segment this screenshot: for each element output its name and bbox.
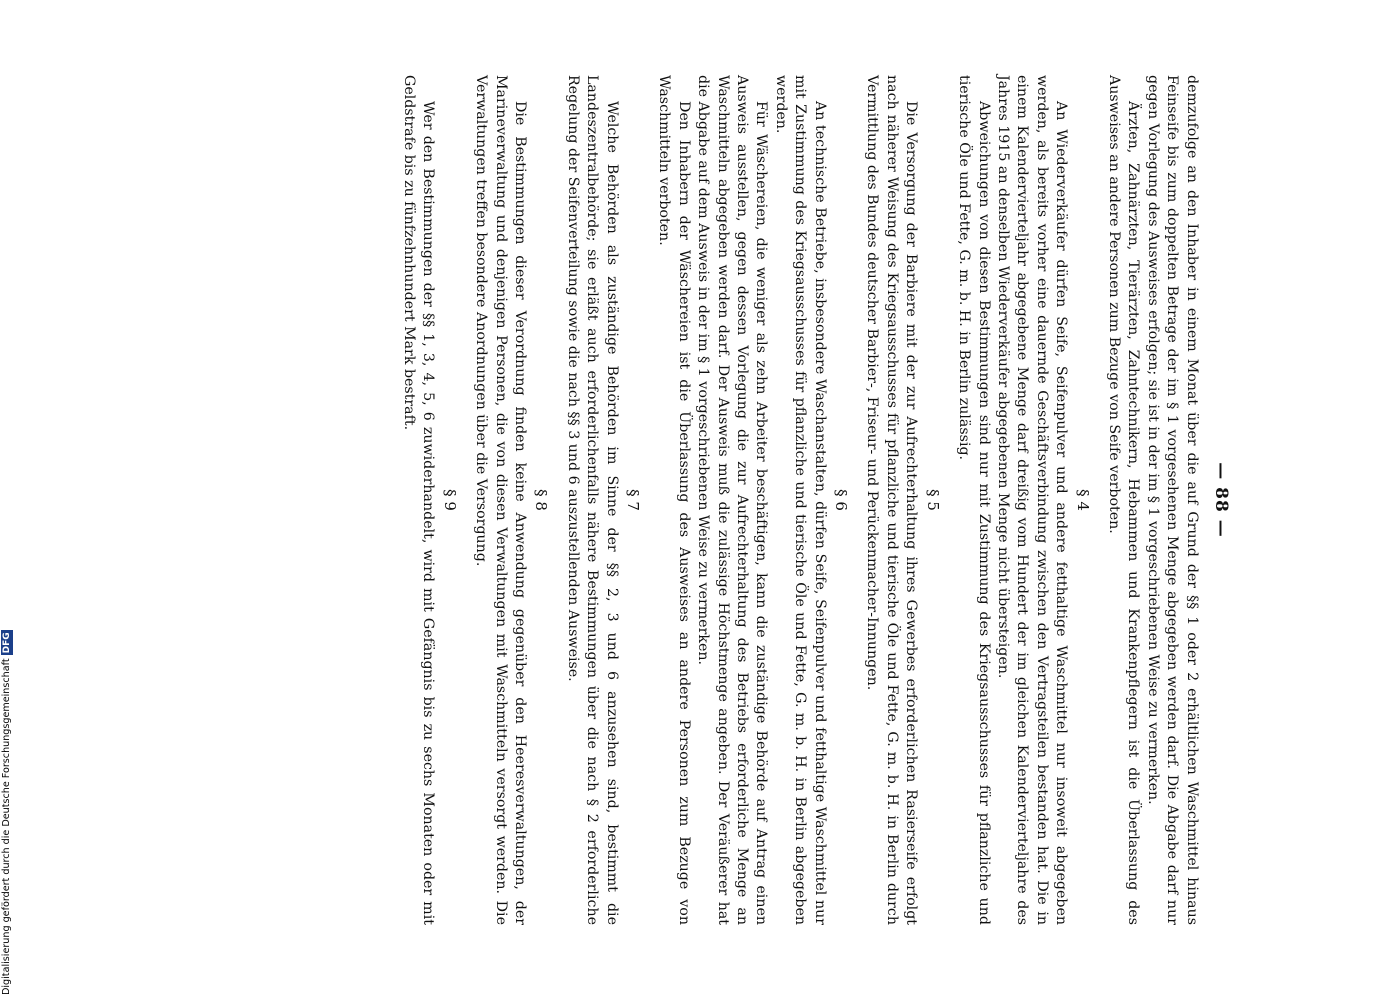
paragraph: An technische Betriebe, insbesondere Waschanstalten, dürfen Seife, Seifenpulver und fetthaltige Waschmittel nur mit Zustimmung des Kriegsausschusses für pflanzliche und tierische Öle und Fette, G. m. b. H. in Berlin abgegeben werden.	[772, 75, 828, 925]
paragraph: Wer den Bestimmungen der §§ 1, 3, 4, 5, 6 zuwiderhandelt, wird mit Gefängnis bis zu sechs Monaten oder mit Geldstrafe bis zu fünfzehnhundert Mark bestraft.	[400, 75, 437, 925]
paragraph: An Wiederverkäufer dürfen Seife, Seifenpulver und andere fetthaltige Waschmittel nur insoweit abgegeben werden, als bereits vorher eine dauernde Geschäftsverbindung zwischen den Vertragsteilen bestanden hat. Die in einem Kalendervierteljahr abgegebene Menge darf dreißig vom Hundert der im gleichen Kalendervierteljahre des Jahres 1915 an denselben Wiederverkäufer abgegebenen Menge nicht übersteigen.	[994, 75, 1070, 925]
section-heading: § 6	[832, 489, 851, 511]
paragraph: Die Bestimmungen dieser Verordnung finden keine Anwendung gegenüber den Heeresverwaltungen, der Marineverwaltung und denjenigen Personen, die von diesen Verwaltungen mit Waschmitteln versorgt werden. Die Verwaltungen treffen besondere Anordnungen über die Versorgung.	[473, 75, 528, 925]
page-content	[399, 75, 1230, 925]
paragraph: Für Wäschereien, die weniger als zehn Arbeiter beschäftigen, kann die zuständige Behörde auf Antrag einen Ausweis ausstellen, gegen dessen Vorlegung die zur Aufrechterhaltung des Betriebs erforderliche Menge an Waschmitteln abgegeben werden darf. Der Ausweis muß die zulässige Höchstmenge angeben. Der Veräußerer hat die Abgabe auf dem Ausweis in der im § 1 vorgeschriebenen Weise zu vermerken.	[695, 75, 770, 925]
section-heading: § 4	[1073, 489, 1092, 511]
digitization-credit	[0, 600, 14, 995]
paragraph: Die Versorgung der Barbiere mit der zur Aufrechterhaltung ihres Gewerbes erforderlichen Rasierseife erfolgt nach näherer Weisung des Kriegsausschusses für pflanzliche und tierische Öle und Fette, G. m. b. H. in Berlin durch Vermittlung des Bundes deutscher Barbier-, Friseur- und Perückenmacher-Innungen.	[864, 75, 920, 925]
section-heading: § 8	[532, 489, 551, 511]
paragraph: Abweichungen von diesen Bestimmungen sind nur mit Zustimmung des Kriegsausschusses für pflanzliche und tierische Öle und Fette, G. m. b. H. in Berlin zulässig.	[956, 75, 992, 925]
paragraph: demzufolge an den Inhaber in einem Monat über die auf Grund der §§ 1 oder 2 erhältlichen Waschmittel hinaus Feinseife bis zum doppelten Betrage der im § 1 vorgesehenen Menge abgegeben werden darf. Die Abgabe darf nur gegen Vorlegung des Ausweises erfolgen; sie ist in der im § 1 vorgeschriebenen Weise zu vermerken.	[1144, 75, 1200, 925]
paragraph: Welche Behörden als zuständige Behörden im Sinne der §§ 2, 3 und 6 anzusehen sind, bestimmt die Landeszentralbehörde; sie erläßt auch erforderlichenfalls nähere Bestimmungen über die nach § 2 erforderliche Regelung der Seifenverteilung sowie die nach §§ 3 und 6 auszustellenden Ausweise.	[564, 75, 620, 925]
paragraph: Den Inhabern der Wäschereien ist die Überlassung des Ausweises an andere Personen zum Bezuge von Waschmitteln verboten.	[656, 75, 692, 925]
paragraph: Ärzten, Zahnärzten, Tierärzten, Zahntechnikern, Hebammen und Krankenpflegern ist die Überlassung des Ausweises an andere Personen zum Bezuge von Seife verboten.	[1105, 75, 1142, 925]
section-heading: § 7	[624, 489, 643, 511]
section-heading: § 9	[440, 489, 459, 511]
section-heading: § 5	[923, 489, 942, 511]
credit-text: Digitalisierung gefördert durch die Deutsche Forschungsgemeinschaft	[1, 658, 12, 995]
page-number: — 88 —	[1211, 462, 1231, 538]
rotated-document-page	[130, 0, 1270, 1000]
dfg-logo: DFG	[2, 632, 12, 654]
